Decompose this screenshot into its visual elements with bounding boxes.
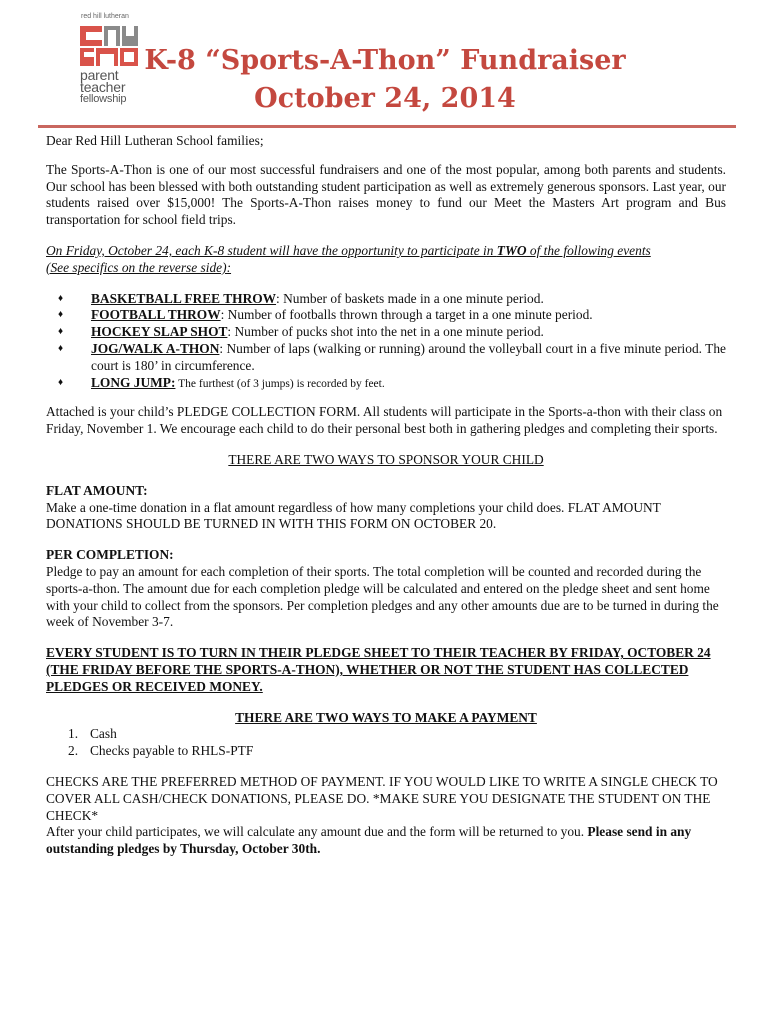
- event-name: HOCKEY SLAP SHOT: [91, 324, 228, 340]
- events-intro-bold: TWO: [496, 242, 527, 258]
- events-intro: [46, 243, 726, 260]
- event-desc: The furthest (of 3 jumps) is recorded by feet.: [175, 377, 385, 390]
- closing-paragraph: [46, 824, 726, 858]
- list-item: [46, 375, 726, 393]
- event-name: FOOTBALL THROW: [91, 307, 221, 323]
- logo-word-fellowship: fellowship: [80, 93, 127, 105]
- closing-bold: Please send in any outstanding pledges by Thursday, October 30th.: [46, 824, 692, 857]
- closing-text: After your child participates, we will calculate any amount due and the form will be returned to you.: [46, 824, 588, 840]
- header-divider: [38, 125, 736, 128]
- list-item: [68, 726, 726, 743]
- flat-amount-heading: FLAT AMOUNT:: [46, 482, 148, 498]
- payment-options: [68, 726, 726, 760]
- greeting: Dear Red Hill Lutheran School families;: [46, 133, 264, 148]
- list-item: [46, 307, 726, 324]
- title-line-2: October 24, 2014: [254, 83, 516, 114]
- diamond-bullet-icon: ♦: [58, 292, 64, 304]
- option-number: 1.: [68, 726, 79, 742]
- event-name: JOG/WALK A-THON: [91, 340, 220, 356]
- option-number: 2.: [68, 743, 79, 759]
- events-intro-pre: On Friday, October 24, each K-8 student will have the opportunity to participate in: [46, 242, 497, 258]
- diamond-bullet-icon: ♦: [58, 309, 64, 321]
- page-title: [0, 42, 770, 118]
- event-desc: : Number of footballs thrown through a target in a one minute period.: [220, 307, 593, 323]
- list-item: [46, 291, 726, 308]
- event-desc: : Number of pucks shot into the net in a one minute period.: [227, 324, 544, 340]
- event-name: LONG JUMP:: [91, 374, 176, 390]
- pledge-form-paragraph: Attached is your child’s PLEDGE COLLECTION FORM. All students will participate in the Sports-a-thon with their class on Friday, November 1. We encourage each child to do their personal best both in gathering pledges and completing their sports.: [46, 404, 723, 437]
- letter-body: [46, 133, 726, 858]
- events-intro-post: of the following events: [526, 242, 651, 258]
- events-intro-note: (See specifics on the reverse side):: [46, 259, 232, 275]
- logo-school-name: red hill lutheran: [81, 13, 129, 20]
- intro-paragraph: The Sports-A-Thon is one of our most successful fundraisers and one of the most popular, among both parents and students. Our school has been blessed with both outstanding student participation as well as extremely generous sponsors. Last year, our students raised over $15,000! The Sports-A-Thon raises money to fund our Meet the Masters Art program and Bus transportation for school field trips.: [46, 161, 726, 228]
- option-text: Cash: [90, 726, 117, 742]
- logo-word-teacher: teacher: [80, 79, 126, 95]
- list-item: [46, 324, 726, 341]
- title-line-1: K-8 “Sports-A-Thon” Fundraiser: [144, 45, 626, 76]
- list-item: [46, 341, 726, 375]
- diamond-bullet-icon: ♦: [58, 342, 64, 354]
- diamond-bullet-icon: ♦: [58, 326, 64, 338]
- checks-note: CHECKS ARE THE PREFERRED METHOD OF PAYMENT. IF YOU WOULD LIKE TO WRITE A SINGLE CHECK TO COVER ALL CASH/CHECK DONATIONS, PLEASE DO. *MAKE SURE YOU DESIGNATE THE STUDENT ON THE CHECK*: [46, 773, 718, 823]
- per-completion-heading: PER COMPLETION:: [46, 547, 174, 563]
- event-name: BASKETBALL FREE THROW: [91, 290, 277, 306]
- sponsor-heading: THERE ARE TWO WAYS TO SPONSOR YOUR CHILD: [228, 451, 544, 467]
- event-desc: : Number of baskets made in a one minute period.: [276, 290, 544, 306]
- flat-amount-text: Make a one-time donation in a flat amount regardless of how many completions your child does. FLAT AMOUNT DONATIONS SHOULD BE TURNED IN WITH THIS FORM ON OCTOBER 20.: [46, 499, 661, 532]
- event-desc: : Number of laps (walking or running) around the volleyball court in a five minute period. The court is 180’ in circumference.: [91, 340, 726, 373]
- list-item: [68, 743, 726, 760]
- payment-heading: THERE ARE TWO WAYS TO MAKE A PAYMENT: [235, 709, 537, 725]
- deadline-notice: EVERY STUDENT IS TO TURN IN THEIR PLEDGE SHEET TO THEIR TEACHER BY FRIDAY, OCTOBER 24 (THE FRIDAY BEFORE THE SPORTS-A-THON), WHETHER OR NOT THE STUDENT HAS COLLECTED PLEDGES OR RECEIVED MONEY.: [46, 645, 711, 694]
- event-list: [46, 291, 726, 393]
- option-text: Checks payable to RHLS-PTF: [90, 743, 254, 759]
- per-completion-text: Pledge to pay an amount for each completion of their sports. The total completion will be counted and recorded during the sports-a-thon. The amount due for each completion pledge will be calculated and entered on the pledge sheet and sent home with your child to collect from the sponsors. Per completion pledges and any other amounts due are to be turned in during the week of November 3-7.: [46, 563, 719, 630]
- diamond-bullet-icon: ♦: [58, 376, 64, 388]
- logo-word-parent: parent: [80, 67, 119, 83]
